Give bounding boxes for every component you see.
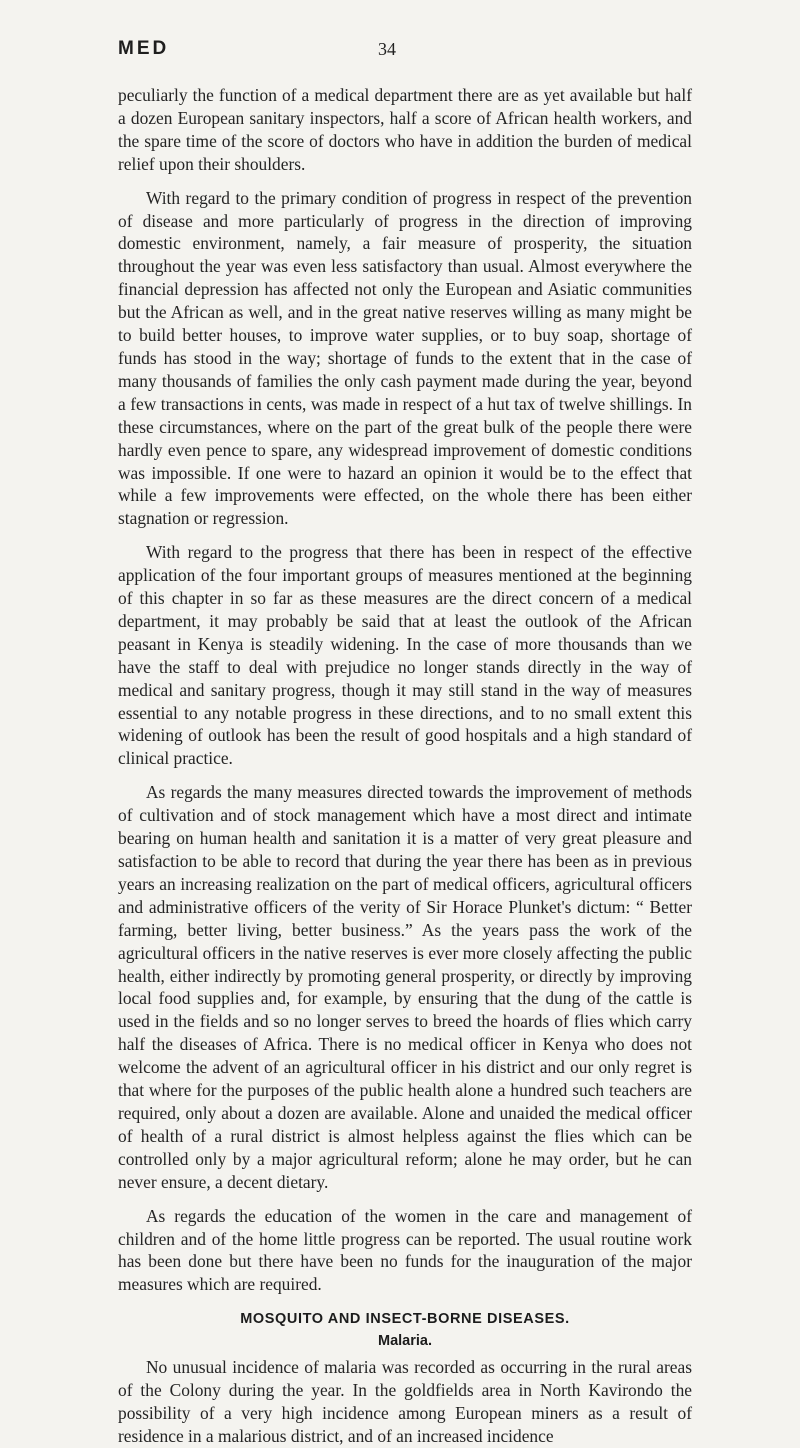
page-number: 34: [378, 39, 396, 59]
running-head: MED: [118, 38, 170, 59]
page-header: [118, 38, 688, 68]
paragraph-cultivation-measures: As regards the many measures directed towards the improvement of methods of cultivation and of stock management which have a most direct and intimate bearing on human health and sanitation it is a matter of very great pleasure and satisfaction to be able to record that during the year there has been as in previous years an increasing realization on the part of medical officers, agricultural officers and administrative officers of the verity of Sir Horace Plunket's dictum: “ Better farming, better living, better business.” As the years pass the work of the agricultural officers in the native reserves is ever more closely affecting the public health, either indirectly by promoting general prosperity, or directly by improving local food supplies and, for example, by ensuring that the dung of the cattle is used in the fields and so no longer serves to breed the hoards of flies which carry half the diseases of Africa. There is no medical officer in Kenya who does not welcome the advent of an agricultural officer in his district and our only regret is that where for the purposes of the public health alone a hundred such teachers are required, only about a dozen are available. Alone and unaided the medical officer of health of a rural district is almost helpless against the flies which can be controlled only by a major agricultural reform; alone he may order, but he can never ensure, a decent dietary.: [118, 782, 692, 1192]
paragraph-malaria: No unusual incidence of malaria was recorded as occurring in the rural areas of the Colony during the year. In the goldfields area in North Kavirondo the possibility of a very high incidence among European miners as a result of residence in a malarious district, and of an increased incidence: [118, 1357, 692, 1446]
section-subheading: Malaria.: [378, 1333, 432, 1350]
paragraph-effective-application: With regard to the progress that there has been in respect of the effective application of the four important groups of measures mentioned at the beginning of this chapter in so far as these measures are the direct concern of a medical department, it may probably be said that at least the outlook of the African peasant in Kenya is steadily widening. In the case of more thousands than we have the staff to deal with prejudice no longer stands directly in the way of medical and sanitary progress, though it may still stand in the way of measures essential to any notable progress in these directions, and to no small extent this widening of outlook has been the result of good hospitals and a high standard of clinical practice.: [118, 542, 692, 769]
section-heading: MOSQUITO AND INSECT-BORNE DISEASES.: [240, 1311, 570, 1328]
paragraph-continuation: peculiarly the function of a medical department there are as yet available but half a dozen European sanitary inspectors, half a score of African health workers, and the spare time of the score of doctors who have in addition the burden of medical relief upon their shoulders.: [118, 85, 692, 174]
paragraph-education-of-women: As regards the education of the women in the care and management of children and of the home little progress can be reported. The usual routine work has been done but there have been no funds for the inauguration of the major measures which are required.: [118, 1205, 692, 1295]
paragraph-primary-condition: With regard to the primary condition of progress in respect of the prevention of disease and more particularly of progress in the direction of improving domestic environment, namely, a fair measure of prosperity, the situation throughout the year was even less satisfactory than usual. Almost everywhere the financial depression has affected not only the European and Asiatic communities but the African as well, and in the great native reserves willing as many might be to build better houses, to improve water supplies, or to buy soap, shortage of funds has stood in the way; shortage of funds to the extent that in the case of many thousands of families the only cash payment made during the year, beyond a few transactions in cents, was made in respect of a hut tax of twelve shillings. In these circumstances, where on the part of the great bulk of the people there were hardly even pence to spare, any widespread improvement of domestic conditions was impossible. If one were to hazard an opinion it would be to the effect that while a few improvements were effected, on the whole there has been either stagnation or regression.: [118, 187, 692, 529]
body-text: [118, 84, 692, 1448]
